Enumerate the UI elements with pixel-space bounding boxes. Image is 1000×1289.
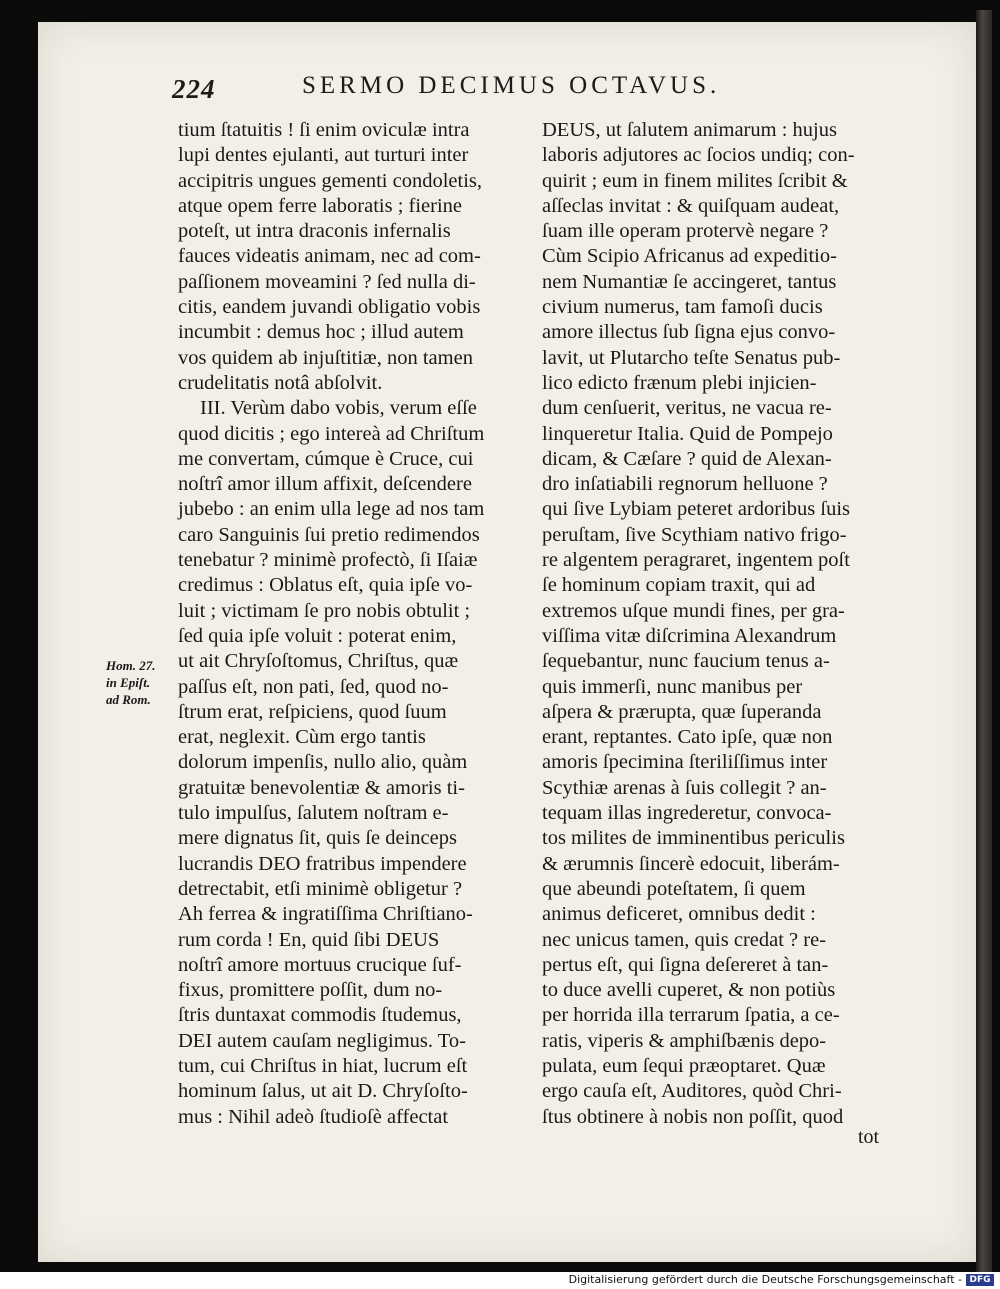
text-line: incumbit : demus hoc ; illud autem [178, 321, 464, 344]
text-line: Ah ferrea & ingratiſſima Chriſtiano- [178, 903, 473, 926]
text-line: rum corda ! En, quid ſibi DEUS [178, 928, 440, 951]
text-line: Scythiæ arenas à ſuis collegit ? an- [542, 776, 827, 799]
marginal-note-line: Hom. 27. [106, 658, 156, 673]
text-line: poteſt, ut intra draconis infernalis [178, 220, 451, 243]
text-line: hominum ſalus, ut ait D. Chryſoſto- [178, 1080, 468, 1103]
text-line: to duce avelli cuperet, & non potiùs [542, 979, 836, 1002]
text-line: & ærumnis ſincerè edocuit, liberám- [542, 852, 840, 875]
text-line: ſe hominum copiam traxit, qui ad [542, 574, 816, 597]
text-line: atque opem ferre laboratis ; fierine [178, 194, 463, 217]
text-line: ſequebantur, nunc faucium tenus a- [542, 650, 830, 673]
text-line: ſtris duntaxat commodis ſtudemus, [178, 1004, 462, 1027]
text-line: laboris adjutores ac ſocios undiq; con- [542, 144, 855, 167]
text-line: aſſeclas invitat : & quiſquam audeat, [542, 194, 840, 217]
text-line: linqueretur Italia. Quid de Pompejo [542, 422, 833, 445]
text-line: Cùm Scipio Africanus ad expeditio- [542, 245, 837, 268]
text-line: ergo cauſa eſt, Auditores, quòd Chri- [542, 1080, 842, 1103]
text-line: jubebo : an enim ulla lege ad nos tam [178, 498, 485, 521]
marginal-note-line: ad Rom. [106, 692, 151, 707]
text-line: extremos uſque mundi fines, per gra- [542, 599, 845, 622]
text-line: nem Numantiæ ſe accingeret, tantus [542, 270, 837, 293]
text-line: DEI autem cauſam negligimus. To- [178, 1029, 466, 1052]
text-line: erat, neglexit. Cùm ergo tantis [178, 726, 426, 749]
text-line: amoris ſpecimina ſteriliſſimus inter [542, 751, 828, 774]
text-line: lupi dentes ejulanti, aut turturi inter [178, 144, 469, 167]
page-number: 224 [172, 74, 216, 104]
text-line: amore illectus ſub ſigna ejus convo- [542, 321, 836, 344]
text-line: tos milites de imminentibus periculis [542, 827, 845, 850]
text-line: lucrandis DEO fratribus impendere [178, 852, 467, 875]
text-line: animus deficeret, omnibus dedit : [542, 903, 816, 926]
text-line: ratis, viperis & amphiſbænis depo- [542, 1029, 827, 1052]
left-text-column [178, 118, 528, 1130]
text-line: peruſtam, ſive Scythiam nativo frigo- [542, 523, 847, 546]
text-line: ſuam ille operam protervè negare ? [542, 220, 829, 243]
text-line: lavit, ut Plutarcho teſte Senatus pub- [542, 346, 841, 369]
text-line: ſed quia ipſe voluit : poterat enim, [178, 624, 457, 647]
text-line: dolorum impenſis, nullo alio, quàm [178, 751, 468, 774]
marginal-note-line: in Epiſt. [106, 675, 151, 690]
catchword: tot [858, 1126, 880, 1148]
dfg-logo: DFG [966, 1274, 994, 1286]
text-line: tenebatur ? minimè profectò, ſi Iſaiæ [178, 549, 478, 572]
text-line: que abeundi poteſtatem, ſi quem [542, 877, 806, 900]
text-line: ſtrum erat, reſpiciens, quod ſuum [178, 700, 447, 723]
text-line: luit ; victimam ſe pro nobis obtulit ; [178, 599, 471, 622]
text-line: tequam illas ingrederetur, convoca- [542, 802, 832, 825]
text-line: fixus, promittere poſſit, dum no- [178, 979, 443, 1002]
text-line: pulata, eum ſequi præoptaret. Quæ [542, 1054, 826, 1077]
text-line: civium numerus, tam famoſi ducis [542, 296, 823, 319]
text-line: noſtrî amore mortuus crucique ſuf- [178, 953, 462, 976]
text-line: paſſionem moveamini ? ſed nulla di- [178, 270, 476, 293]
text-line: erant, reptantes. Cato ipſe, quæ non [542, 726, 833, 749]
text-line: DEUS, ut ſalutem animarum : hujus [542, 119, 837, 141]
text-line: tulo impulſus, ſalutem noſtram e- [178, 802, 449, 825]
text-line: re algentem peragraret, ingentem poſt [542, 549, 850, 572]
text-line: pertus eſt, qui ſigna deſereret à tan- [542, 953, 829, 976]
text-line: crudelitatis notâ abſolvit. [178, 371, 383, 394]
right-text-column [542, 118, 908, 1130]
text-line: tum, cui Chriſtus in hiat, lucrum eſt [178, 1054, 468, 1077]
running-title: SERMO DECIMUS OCTAVUS. [302, 72, 721, 99]
marginal-note [106, 657, 178, 708]
text-line: lico edicto frænum plebi injicien- [542, 371, 817, 394]
text-line: dro inſatiabili regnorum helluone ? [542, 473, 828, 496]
text-line: dum cenſuerit, veritus, ne vacua re- [542, 397, 832, 420]
footer-bar [0, 1272, 1000, 1289]
text-line: tium ſtatuitis ! ſi enim oviculæ intra [178, 119, 470, 141]
text-line: mus : Nihil adeò ſtudioſè affectat [178, 1105, 449, 1128]
text-line: ut ait Chryſoſtomus, Chriſtus, quæ [178, 650, 459, 673]
text-line: credimus : Oblatus eſt, quia ipſe vo- [178, 574, 473, 597]
text-line: fauces videatis animam, nec ad com- [178, 245, 481, 268]
funding-credit: Digitalisierung gefördert durch die Deutsche Forschungsgemeinschaft - [568, 1273, 962, 1286]
text-line: vos quidem ab injuſtitiæ, non tamen [178, 346, 473, 369]
page-edge [976, 10, 992, 1272]
text-line: viſſima vitæ diſcrimina Alexandrum [542, 624, 837, 647]
text-line: noſtrî amor illum affixit, deſcendere [178, 473, 472, 496]
text-line: mere dignatus ſit, quis ſe deinceps [178, 827, 457, 850]
text-line: quirit ; eum in finem milites ſcribit & [542, 169, 848, 192]
text-line: paſſus eſt, non pati, ſed, quod no- [178, 675, 449, 698]
text-line: III. Verùm dabo vobis, verum eſſe [200, 397, 477, 420]
text-line: aſpera & prærupta, quæ ſuperanda [542, 700, 822, 723]
text-line: dicam, & Cæſare ? quid de Alexan- [542, 447, 832, 470]
text-line: me convertam, cúmque è Cruce, cui [178, 447, 474, 470]
text-line: quis immerſi, nunc manibus per [542, 675, 803, 698]
text-line: nec unicus tamen, quis credat ? re- [542, 928, 827, 951]
running-head [172, 74, 792, 114]
text-line: detrectabit, etſi minimè obligetur ? [178, 877, 463, 900]
text-line: qui ſive Lybiam peteret ardoribus ſuis [542, 498, 851, 521]
text-line: gratuitæ benevolentiæ & amoris ti- [178, 776, 465, 799]
text-line: citis, eandem juvandi obligatio vobis [178, 296, 481, 319]
text-line: quod dicitis ; ego intereà ad Chriſtum [178, 422, 485, 445]
text-line: per horrida illa terrarum ſpatia, a ce- [542, 1004, 840, 1027]
text-line: ſtus obtinere à nobis non poſſit, quod [542, 1105, 844, 1128]
text-line: caro Sanguinis ſui pretio redimendos [178, 523, 480, 546]
text-line: accipitris ungues gementi condoletis, [178, 169, 483, 192]
